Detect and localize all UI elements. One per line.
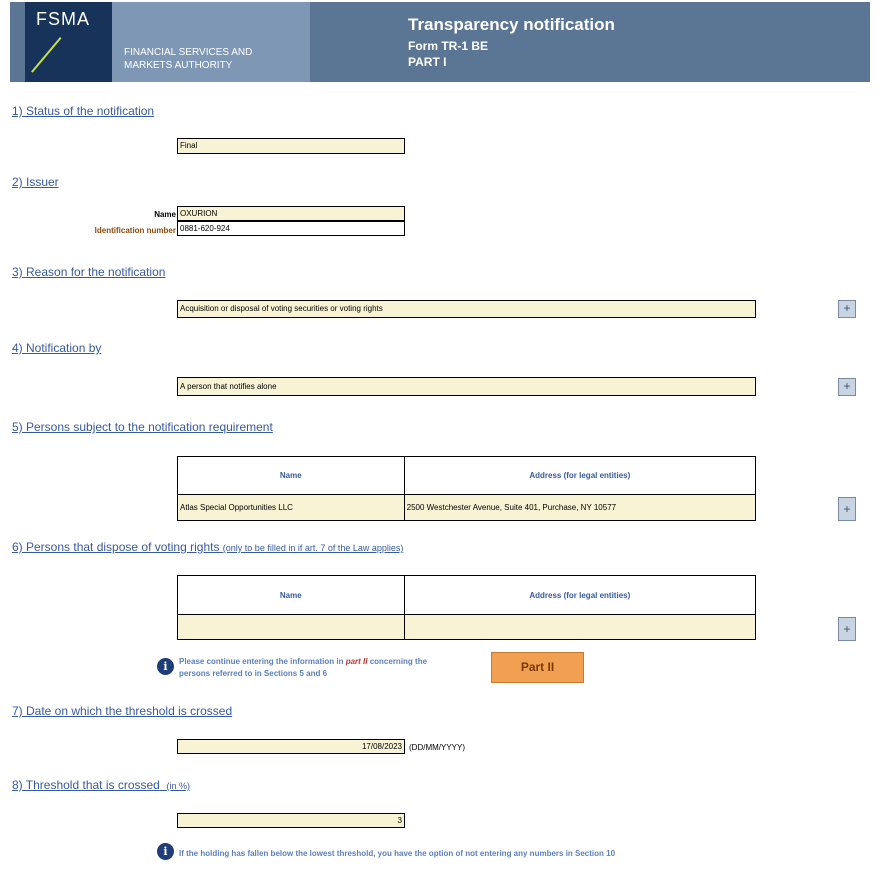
- section-6-note: (only to be filled in if art. 7 of the Law applies): [222, 543, 404, 553]
- form-code: Form TR-1 BE: [408, 39, 489, 53]
- section-4-heading: 4) Notification by: [12, 341, 102, 355]
- persons-dispose-table: [177, 575, 756, 640]
- section-1-heading: 1) Status of the notification: [12, 104, 155, 118]
- person-name-cell[interactable]: Atlas Special Opportunities LLC: [178, 495, 405, 521]
- info-text-a: Please continue entering the information in: [179, 657, 346, 666]
- issuer-name-field[interactable]: OXURION: [177, 206, 405, 221]
- issuer-id-label: Identification number: [94, 226, 176, 235]
- persons-dispose-expand-button[interactable]: +: [838, 617, 856, 641]
- section-3-heading: 3) Reason for the notification: [12, 265, 166, 279]
- section-6-title: 6) Persons that dispose of voting rights: [12, 540, 220, 554]
- col-header-address: Address (for legal entities): [404, 457, 755, 495]
- threshold-info-note: If the holding has fallen below the lowest threshold, you have the option of not entering any numbers in Section 10: [179, 849, 616, 858]
- persons-subject-expand-button[interactable]: +: [838, 497, 856, 521]
- persons-subject-table: [177, 456, 756, 521]
- form-part: PART I: [408, 55, 447, 69]
- dispose-name-cell[interactable]: [178, 615, 405, 640]
- reason-field[interactable]: Acquisition or disposal of voting securities or voting rights: [177, 300, 756, 318]
- section-2-heading: 2) Issuer: [12, 175, 59, 189]
- info-text-c: persons referred to in Sections 5 and 6: [179, 669, 328, 678]
- issuer-name-label: Name: [154, 210, 176, 219]
- section-8-unit: (in %): [166, 781, 191, 791]
- section-6-heading: [12, 540, 403, 554]
- table-row: [178, 615, 756, 640]
- col-header-name: Name: [178, 576, 405, 615]
- part-ii-button[interactable]: Part II: [491, 652, 584, 683]
- part2-info-note: [179, 656, 479, 680]
- col-header-address: Address (for legal entities): [404, 576, 755, 615]
- section-8-heading: [12, 778, 190, 792]
- threshold-field[interactable]: 3: [177, 813, 405, 828]
- notification-by-expand-button[interactable]: +: [838, 378, 856, 396]
- table-row: [178, 495, 756, 521]
- reason-expand-button[interactable]: +: [838, 300, 856, 318]
- page-title: Transparency notification: [408, 15, 615, 34]
- section-7-heading: 7) Date on which the threshold is crossed: [12, 704, 233, 718]
- section-8-title: 8) Threshold that is crossed: [12, 778, 160, 792]
- threshold-date-field[interactable]: 17/08/2023: [177, 739, 405, 754]
- logo-text: FSMA: [36, 9, 91, 29]
- col-header-name: Name: [178, 457, 405, 495]
- authority-line-1: FINANCIAL SERVICES AND: [124, 47, 253, 58]
- form-subtitle: [408, 38, 488, 70]
- authority-line-2: MARKETS AUTHORITY: [124, 60, 233, 71]
- authority-name: [124, 46, 252, 72]
- info-text-em: part II: [345, 657, 368, 666]
- person-address-cell[interactable]: 2500 Westchester Avenue, Suite 401, Purchase, NY 10577: [404, 495, 755, 521]
- info-icon: i: [157, 843, 174, 860]
- issuer-id-field[interactable]: 0881-620-924: [177, 221, 405, 236]
- section-5-heading: 5) Persons subject to the notification requirement: [12, 420, 273, 434]
- date-format-hint: (DD/MM/YYYY): [409, 743, 465, 752]
- notification-by-field[interactable]: A person that notifies alone: [177, 377, 756, 396]
- dispose-address-cell[interactable]: [404, 615, 755, 640]
- info-icon: i: [157, 658, 174, 675]
- status-field[interactable]: Final: [177, 138, 405, 154]
- info-text-b: concerning the: [367, 657, 428, 666]
